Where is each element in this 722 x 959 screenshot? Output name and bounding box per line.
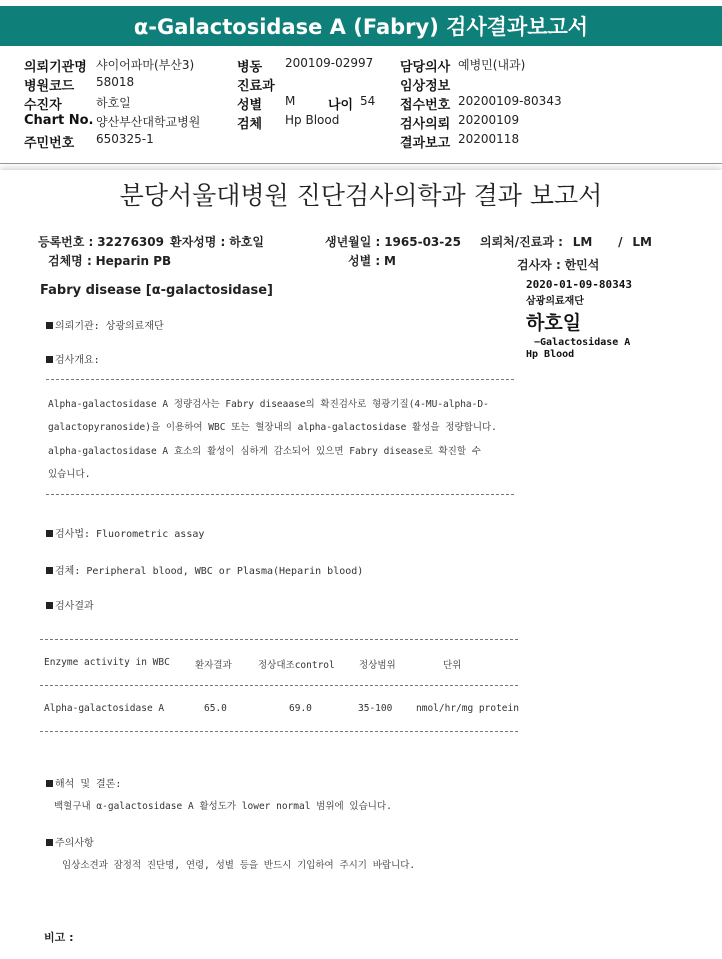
bullet-square [46, 356, 53, 363]
stamp-specimen: Hp Blood [526, 349, 575, 360]
registration-number [38, 233, 164, 250]
header-cell: 단위 [443, 660, 462, 671]
scanned-report-sheet [0, 170, 722, 959]
section-interpretation [46, 775, 121, 790]
header-cell: 정상대조control [258, 660, 335, 671]
overview-line: 있습니다. [48, 469, 91, 480]
divider [46, 494, 514, 495]
table-row [0, 703, 722, 717]
table-divider [40, 639, 518, 640]
bullet-square [46, 567, 53, 574]
header-cell: 환자결과 [195, 660, 232, 671]
section-specimen [46, 562, 363, 577]
unit-cell: nmol/hr/mg protein [416, 703, 519, 714]
remarks-label: 비고 : [44, 931, 74, 944]
stamp-lab: 삼광의료재단 [526, 296, 584, 307]
report-title-bar [0, 6, 722, 46]
header-row [0, 56, 722, 76]
referring-department [480, 233, 652, 250]
normal-range-cell: 35-100 [358, 703, 393, 714]
table-divider [40, 685, 518, 686]
patient-sex-value: M [384, 254, 396, 268]
registration-value: 32276309 [97, 235, 164, 249]
bullet-square [46, 530, 53, 537]
section-caution [46, 834, 94, 849]
specimen-label: 검체 [237, 117, 263, 132]
institution-value: 샤이어파마(부산3) [96, 58, 195, 72]
enzyme-name-cell: Alpha-galactosidase A [44, 703, 165, 714]
doctor-label: 담당의사 [400, 60, 451, 75]
dept-separator: / [618, 235, 623, 249]
bullet-square [46, 322, 53, 329]
date-of-birth [325, 233, 461, 250]
institution-label: 의뢰기관명 [24, 60, 87, 75]
examiner-label: 검사자 : [517, 258, 561, 272]
specimen-name-label: 검체명 : [48, 254, 92, 268]
bullet-square [46, 602, 53, 609]
dob-label: 생년월일 : [325, 235, 381, 249]
patient-name-label: 환자성명 : [170, 235, 226, 249]
chart-no-value: 양산부산대학교병원 [96, 115, 201, 129]
ward-label: 병동 [237, 60, 263, 75]
accession-value: 20200109-80343 [458, 94, 562, 108]
dob-value: 1965-03-25 [384, 235, 461, 249]
institution-text: 의뢰기관: 상광의료재단 [55, 321, 164, 332]
overview-line: galactopyranoside)을 이용하여 WBC 또는 혈장내의 alpha-galactosidase 활성을 정량합니다. [48, 422, 497, 433]
sex-label: 성별 [237, 98, 263, 113]
stamp-test: −Galactosidase A [534, 337, 631, 348]
report-date-label: 결과보고 [400, 136, 451, 151]
section-institution [46, 317, 164, 332]
patient-name-value: 하호일 [229, 235, 264, 249]
sex-value: M [285, 94, 296, 108]
age-value: 54 [360, 94, 376, 108]
header-cell: Enzyme activity in WBC [44, 657, 170, 668]
section-result [46, 597, 94, 612]
resident-no-value: 650325-1 [96, 132, 154, 146]
chart-no-label: Chart No. [24, 113, 94, 128]
department-label: 진료과 [237, 79, 275, 94]
interpretation-title: 해석 및 결론: [55, 779, 122, 790]
age-label: 나이 [328, 98, 354, 113]
clinical-info-label: 임상정보 [400, 79, 451, 94]
control-cell: 69.0 [289, 703, 312, 714]
section-overview [46, 351, 100, 366]
header-row [0, 132, 722, 152]
patient-result-cell: 65.0 [204, 703, 227, 714]
result-title: 검사결과 [55, 601, 94, 612]
method-text: 검사법: Fluorometric assay [55, 529, 205, 540]
header-row [0, 75, 722, 95]
header-cell: 정상범위 [359, 660, 396, 671]
patient-sex [348, 252, 396, 269]
stamp-patient: 하호일 [526, 312, 582, 334]
request-date-value: 20200109 [458, 113, 520, 127]
patient-value: 하호일 [96, 96, 131, 110]
dept-value-2: LM [632, 235, 652, 249]
resident-no-label: 주민번호 [24, 136, 75, 151]
caution-title: 주의사항 [55, 838, 94, 849]
accession-label: 접수번호 [400, 98, 451, 113]
bullet-square [46, 839, 53, 846]
table-divider [40, 731, 518, 732]
caution-text: 임상소견과 잠정적 진단명, 연령, 성별 등을 반드시 기입하여 주시기 바랍니다. [62, 860, 416, 871]
dept-label: 의뢰처/진료과 : [480, 235, 563, 249]
registration-label: 등록번호 : [38, 235, 94, 249]
specimen-name [48, 252, 171, 269]
ward-value: 200109-02997 [285, 56, 374, 70]
overview-line: Alpha-galactosidase A 정량검사는 Fabry diseaase의 확진검사로 형광기질(4-MU-alpha-D- [48, 399, 489, 410]
specimen-text: 검체: Peripheral blood, WBC or Plasma(Heparin blood) [55, 566, 364, 577]
section-method [46, 525, 204, 540]
specimen-name-value: Heparin PB [95, 254, 172, 268]
report-date-value: 20200118 [458, 132, 520, 146]
header-row [0, 113, 722, 133]
overview-title: 검사개요: [55, 355, 100, 366]
divider [46, 379, 514, 380]
report-title: α-Galactosidase A (Fabry) 검사결과보고서 [133, 15, 589, 39]
patient-name [170, 233, 264, 250]
header-row [0, 94, 722, 114]
patient-label: 수진자 [24, 98, 62, 113]
examiner [517, 256, 599, 273]
doctor-value: 예병민(내과) [458, 58, 526, 72]
request-date-label: 검사의뢰 [400, 117, 451, 132]
sheet-title: 분당서울대병원 진단검사의학과 결과 보고서 [119, 181, 603, 210]
result-table-header [0, 657, 722, 671]
interpretation-text: 백혈구내 α-galactosidase A 활성도가 lower normal 범위에 있습니다. [54, 801, 392, 812]
specimen-stamp [526, 278, 632, 360]
examiner-value: 한민석 [564, 258, 600, 272]
patient-sex-label: 성별 : [348, 254, 381, 268]
hospital-code-value: 58018 [96, 75, 135, 89]
request-info-header [0, 46, 722, 164]
stamp-accession: 2020-01-09-80343 [526, 278, 632, 291]
dept-value: LM [572, 235, 593, 249]
test-title: Fabry disease [α-galactosidase] [40, 283, 273, 298]
bullet-square [46, 780, 53, 787]
hospital-code-label: 병원코드 [24, 79, 75, 94]
specimen-value: Hp Blood [285, 113, 340, 127]
overview-line: alpha-galactosidase A 효소의 활성이 심하게 감소되어 있으면 Fabry disease로 확진할 수 [48, 446, 481, 457]
